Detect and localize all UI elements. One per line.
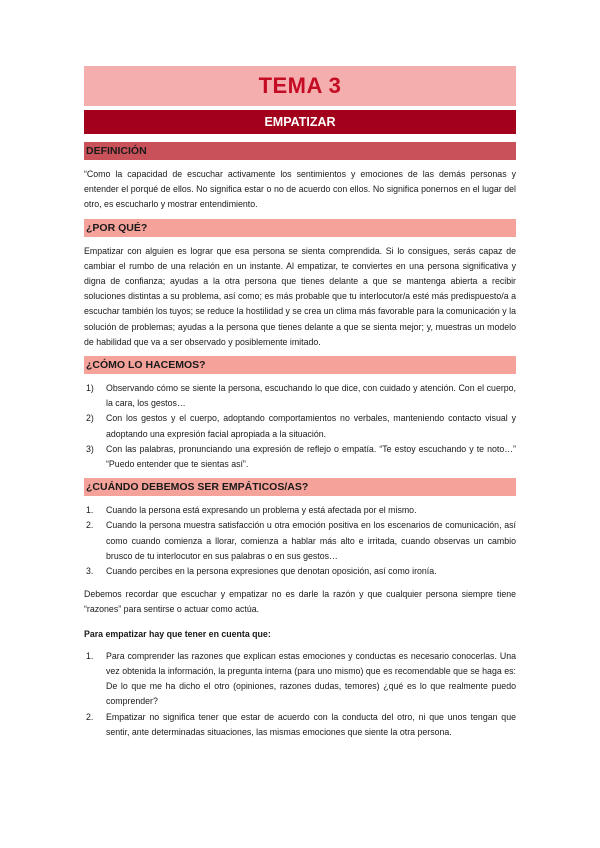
empatizar-list	[84, 649, 516, 740]
list-text: Para comprender las razones que explican estas emociones y conductas es necesario conocerlas. Una vez obtenida la información, la pregunta interna (para uno mismo) que es recomendable que se haga es: De lo que me ha dicho el otro (opiniones, razones dudas, temores) ¿qué es lo que realmente puedo comprender?	[106, 650, 516, 707]
list-item	[84, 503, 516, 518]
list-item	[84, 518, 516, 564]
list-text: Cuando la persona muestra satisfacción u otra emoción positiva en los escenarios de comunicación, así como cuando comienza a llorar, comienza a hablar más alto e irritada, cuando observas un cambio brusco de tu interlocutor en sus palabras o en sus gestos…	[106, 520, 516, 561]
list-number: 2.	[86, 520, 94, 531]
cuando-list	[84, 503, 516, 579]
list-number: 1.	[86, 505, 94, 516]
list-item	[84, 411, 516, 441]
list-number: 1.	[86, 650, 94, 661]
cuando-subheading: Para empatizar hay que tener en cuenta que:	[84, 628, 271, 639]
list-number: 3.	[86, 566, 94, 577]
list-number: 1)	[86, 383, 94, 394]
list-item	[84, 381, 516, 411]
list-item	[84, 649, 516, 710]
list-text: Con los gestos y el cuerpo, adoptando comportamientos no verbales, manteniendo contacto visual y adoptando una expresión facial apropiada a la situación.	[106, 413, 516, 439]
list-item	[84, 564, 516, 579]
list-item	[84, 442, 516, 472]
document-page	[84, 66, 516, 740]
list-text: Empatizar no significa tener que estar de acuerdo con la conducta del otro, ni que unos tengan que sentir, ante determinadas situaciones, las mismas emociones que siente la otra persona.	[106, 711, 516, 737]
list-number: 3)	[86, 443, 94, 454]
list-number: 2.	[86, 711, 94, 722]
definicion-text: “Como la capacidad de escuchar activamente los sentimientos y emociones de las demás personas y entender el porqué de ellos. No significa estar o no de acuerdo con ellos. No significa ponernos en el lugar del otro, es escucharlo y mostrar entendimiento.	[84, 169, 516, 210]
subtitle-bar	[84, 110, 516, 134]
list-text: Con las palabras, pronunciando una expresión de reflejo o empatía. “Te estoy escuchando y te noto…” “Puedo entender que te sientas así”.	[106, 443, 516, 470]
list-number: 2)	[86, 413, 94, 424]
section-heading-como: ¿CÓMO LO HACEMOS?	[84, 356, 516, 374]
list-text: Cuando percibes en la persona expresiones que denotan oposición, así como ironía.	[106, 566, 437, 577]
subtitle: EMPATIZAR	[264, 115, 336, 129]
cuando-paragraph: Debemos recordar que escuchar y empatizar no es darle la razón y que cualquier persona siempre tiene “razones” para sentirse o actuar como actúa.	[84, 589, 516, 615]
tema-title: TEMA 3	[258, 73, 342, 98]
list-text: Observando cómo se siente la persona, escuchando lo que dice, con cuidado y atención. Con el cuerpo, la cara, los gestos…	[106, 383, 516, 409]
section-heading-definicion: DEFINICIÓN	[84, 142, 516, 160]
como-list	[84, 381, 516, 472]
section-heading-por-que: ¿POR QUÉ?	[84, 219, 516, 237]
list-item	[84, 710, 516, 740]
tema-title-bar	[84, 66, 516, 106]
section-heading-cuando: ¿CUÁNDO DEBEMOS SER EMPÁTICOS/AS?	[84, 478, 516, 496]
list-text: Cuando la persona está expresando un problema y está afectada por el mismo.	[106, 505, 417, 516]
por-que-text: Empatizar con alguien es lograr que esa persona se sienta comprendida. Si lo consigues, serás capaz de cambiar el rumbo de una relación en un instante. Al empatizar, te conviertes en una persona significativa y digna de confianza; ayudas a la otra persona que tienes delante a que se mantenga abierta a recibir soluciones distintas a su problema, así como; es más probable que tu interlocutor/a esté más predispuesto/a a escuchar también los tuyos; se reduce la hostilidad y se crea un clima más favorable para la comunicación y la solución de problemas; ayudas a la persona que tienes delante a que se sienta mejor; y, muestras un modelo de habilidad que va a ser observado y posiblemente imitado.	[84, 245, 516, 347]
